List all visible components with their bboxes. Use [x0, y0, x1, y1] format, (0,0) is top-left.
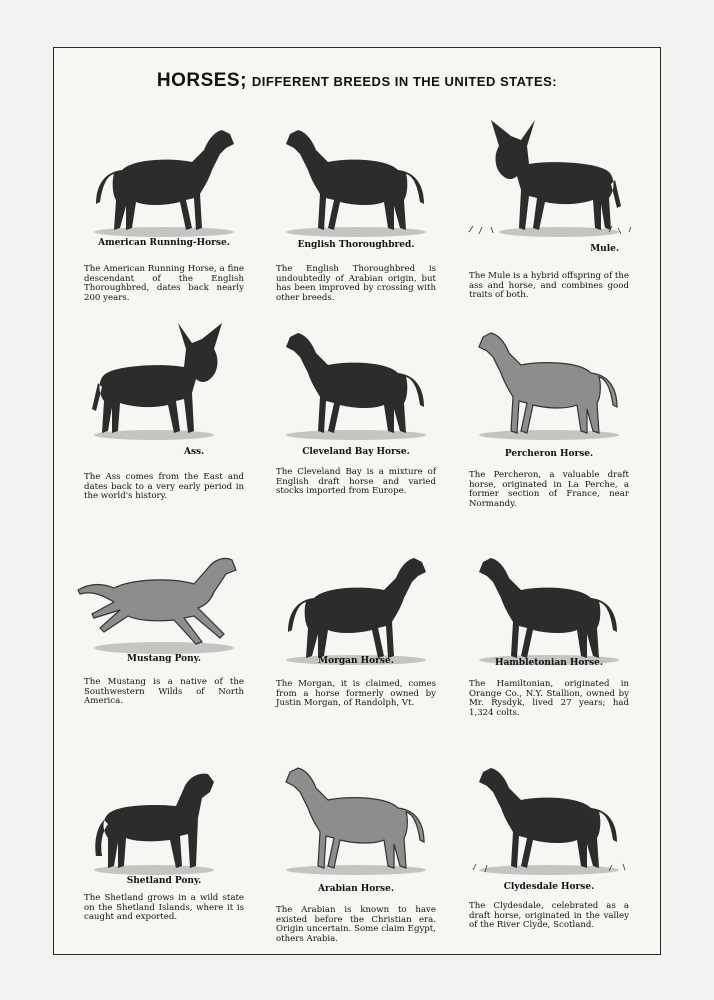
mustang-pony-icon: [74, 538, 254, 668]
breed-caption: Clydesdale Horse.: [503, 882, 595, 892]
breed-description: The Percheron, a valuable draft horse, originated in La Perche, a former section of France, near Normandy.: [469, 470, 629, 509]
poster-frame: [53, 47, 661, 955]
clydesdale-horse-icon: [459, 748, 639, 878]
breed-description: The English Thoroughbred is undoubtedly of Arabian origin, but has been improved by crossing with other breeds.: [276, 264, 436, 303]
breed-card-mustang-pony: [74, 538, 254, 748]
breed-description: The Clydesdale, celebrated as a draft horse, originated in the valley of the River Clyde, Scotland.: [469, 901, 629, 931]
breed-description: The Ass comes from the East and dates back to a very early period in the world's history.: [84, 472, 244, 502]
breed-caption: English Thoroughbred.: [297, 240, 415, 250]
hambletonian-horse-icon: [459, 538, 639, 668]
title-main: HORSES;: [156, 70, 247, 91]
breed-description: The American Running Horse, a fine descendant of the English Thoroughbred, dates back nearly 200 years.: [84, 264, 244, 303]
breed-description: The Mule is a hybrid offspring of the ass and horse, and combines good traits of both.: [469, 271, 629, 301]
page-title: [54, 70, 660, 92]
breed-card-ass: [74, 313, 254, 523]
thoroughbred-horse-icon: [266, 110, 446, 240]
breed-caption: Mustang Pony.: [127, 654, 201, 664]
breed-description: The Hamiltonian, originated in Orange Co., N.Y. Stallion, owned by Mr. Rysdyk, lived 27 years; had 1,324 colts.: [469, 679, 629, 718]
shetland-pony-icon: [74, 748, 254, 878]
breed-caption: Mule.: [590, 244, 619, 254]
breed-caption: Shetland Pony.: [126, 876, 202, 886]
breed-card-shetland-pony: [74, 748, 254, 958]
breed-caption: American Running-Horse.: [98, 238, 230, 248]
breed-card-morgan: [266, 538, 446, 748]
mule-icon: [459, 110, 639, 240]
percheron-horse-icon: [459, 313, 639, 443]
breed-card-percheron: [459, 313, 639, 523]
breed-card-cleveland-bay: [266, 313, 446, 523]
breed-caption: Morgan Horse.: [318, 656, 394, 666]
breed-description: The Shetland grows in a wild state on the Shetland Islands, where it is caught and exported.: [84, 893, 244, 923]
breed-caption: Percheron Horse.: [504, 449, 594, 459]
arabian-horse-icon: [266, 748, 446, 878]
breed-card-english-thoroughbred: [266, 110, 446, 320]
breed-card-clydesdale: [459, 748, 639, 958]
breed-card-arabian: [266, 748, 446, 958]
donkey-icon: [74, 313, 254, 443]
breed-caption: Arabian Horse.: [318, 884, 394, 894]
breed-description: The Arabian is known to have existed before the Christian era. Origin uncertain. Some claim Egypt, others Arabia.: [276, 905, 436, 944]
breed-description: The Mustang is a native of the Southwestern Wilds of North America.: [84, 677, 244, 707]
running-horse-icon: [74, 110, 254, 240]
breed-caption: Cleveland Bay Horse.: [302, 447, 410, 457]
breed-card-mule: [459, 110, 639, 320]
cleveland-bay-horse-icon: [266, 313, 446, 443]
breed-card-hambletonian: [459, 538, 639, 748]
breed-caption: Ass.: [184, 447, 205, 457]
breed-description: The Cleveland Bay is a mixture of English draft horse and varied stocks imported from Europe.: [276, 467, 436, 497]
title-sub: DIFFERENT BREEDS IN THE UNITED STATES:: [251, 74, 558, 89]
breed-description: The Morgan, it is claimed, comes from a horse formerly owned by Justin Morgan, of Randolph, Vt.: [276, 679, 436, 709]
breed-card-american-running-horse: [74, 110, 254, 320]
breed-caption: Hambletonian Horse.: [494, 658, 604, 668]
morgan-horse-icon: [266, 538, 446, 668]
